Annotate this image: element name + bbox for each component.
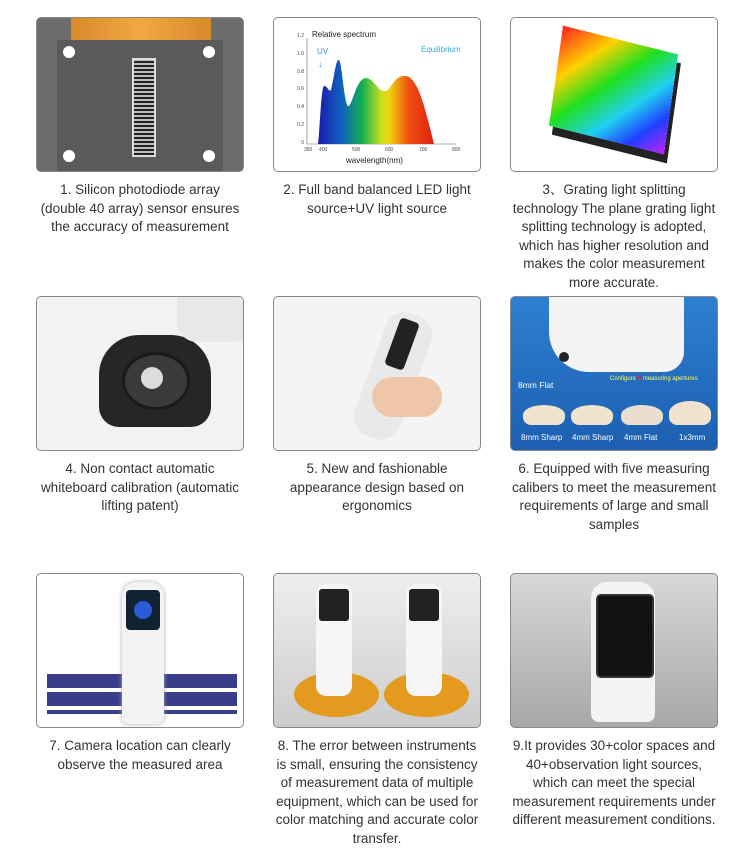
y-tick: 0.2	[297, 122, 304, 129]
feature-caption: 9.It provides 30+color spaces and 40+observation light sources, which can meet the special measurement requirements under different measurement conditions.	[512, 738, 716, 827]
current-caliber-label: 8mm Flat	[518, 380, 554, 390]
handheld-device-image	[273, 296, 481, 451]
caliber-label: 8mm Sharp	[521, 433, 563, 442]
x-tick: 350	[304, 147, 313, 153]
x-tick: 800	[452, 147, 461, 153]
y-tick: 0	[301, 139, 304, 146]
feature-caption: 3、Grating light splitting technology The plane grating light splitting technology is adopted, which has higher resolution and makes the color measurement more accurate.	[512, 182, 716, 290]
uv-label: UV	[317, 47, 329, 56]
calibers-image	[510, 296, 718, 451]
feature-card-grating	[510, 17, 718, 292]
feature-card-light-source	[273, 17, 481, 218]
banner-text: Configure	[610, 376, 638, 382]
mode-label: Equilibrium	[421, 45, 461, 54]
caliber-label: 4mm Flat	[624, 433, 658, 442]
x-tick: 500	[352, 147, 361, 153]
arrow-down-icon: ↓	[318, 59, 323, 69]
feature-card-sensor	[36, 17, 244, 237]
feature-caption: 5. New and fashionable appearance design based on ergonomics	[289, 461, 465, 513]
feature-card-design	[273, 296, 481, 516]
feature-caption: 8. The error between instruments is small, ensuring the consistency of measurement data of multiple equipment, which can be used for color matching and accurate color transfer.	[275, 738, 479, 846]
feature-caption: 6. Equipped with five measuring calibers to meet the measurement requirements of large and small samples	[511, 461, 717, 532]
x-axis-label: wavelength(nm)	[346, 156, 403, 165]
feature-caption: 2. Full band balanced LED light source+UV light source	[283, 182, 471, 216]
calibration-image	[36, 296, 244, 451]
feature-card-calibers	[510, 296, 718, 534]
two-devices-image	[273, 573, 481, 728]
y-tick: 1.2	[297, 33, 304, 39]
feature-card-consistency	[273, 573, 481, 848]
caliber-label: 4mm Sharp	[572, 433, 614, 442]
feature-card-camera	[36, 573, 244, 774]
chart-title: Relative spectrum	[312, 30, 377, 39]
feature-caption: 4. Non contact automatic whiteboard calibration (automatic lifting patent)	[40, 461, 240, 513]
banner-number: 5	[637, 376, 642, 382]
x-tick: 600	[385, 147, 394, 153]
grating-image	[510, 17, 718, 172]
feature-caption: 7. Camera location can clearly observe the measured area	[49, 738, 231, 772]
x-tick: 700	[419, 147, 428, 153]
camera-device-image	[36, 573, 244, 728]
feature-card-color-spaces	[510, 573, 718, 830]
feature-caption: 1. Silicon photodiode array (double 40 array) sensor ensures the accuracy of measurement	[40, 182, 240, 234]
x-tick: 400	[319, 147, 328, 153]
y-tick: 1.0	[297, 50, 304, 57]
device-screen-image	[510, 573, 718, 728]
y-tick: 0.4	[297, 104, 304, 111]
y-tick: 0.8	[297, 68, 304, 75]
y-tick: 0.6	[297, 86, 304, 93]
banner-text: measuring apertures	[641, 376, 698, 382]
feature-card-calibration	[36, 296, 244, 516]
caliber-label: 1x3mm	[679, 433, 706, 442]
sensor-image	[36, 17, 244, 172]
spectrum-chart	[273, 17, 481, 172]
